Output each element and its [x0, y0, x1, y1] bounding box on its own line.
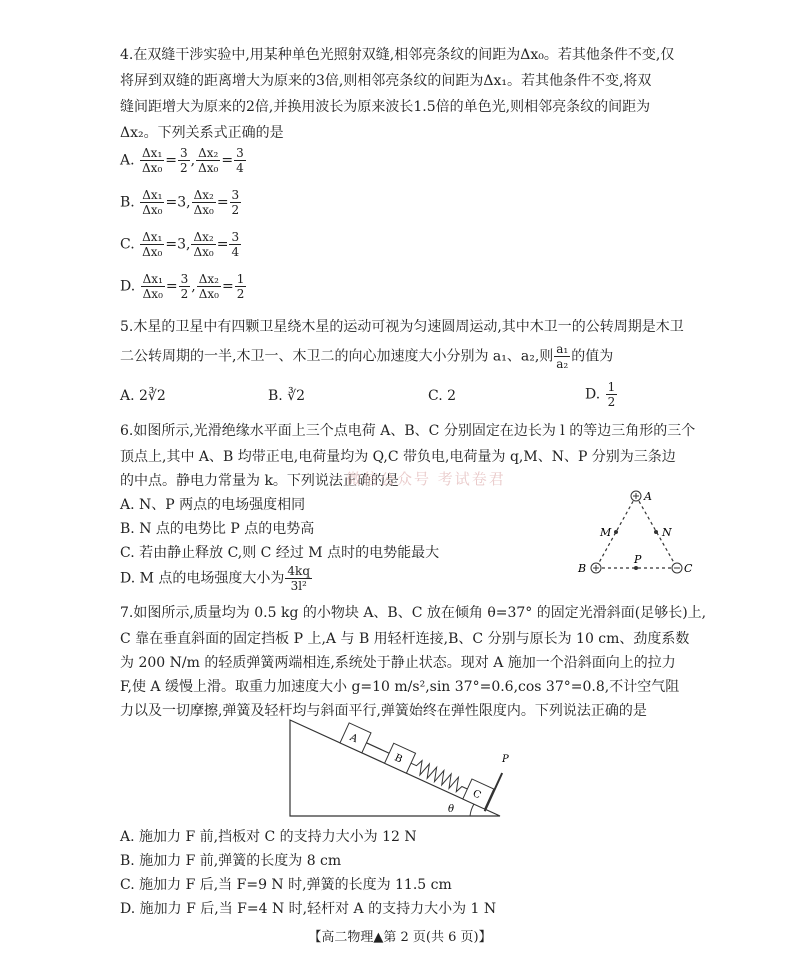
q5-option-a[interactable]: A. 2∛2 — [120, 388, 166, 404]
q6-option-d[interactable]: D. M 点的电场强度大小为 $\frac{4kq}{\text{3l²}}$ — [120, 564, 311, 593]
fraction: $\frac{3}{4}$ — [236, 146, 244, 175]
fraction: $\frac{\text{Δx₂}}{\text{Δx₀}}$ — [193, 188, 214, 217]
fraction: $\frac{3}{2}$ — [180, 146, 188, 175]
q6-line-2: 顶点上,其中 A、B 均带正电,电荷量均为 Q,C 带负电,电荷量为 q,M、N、P 分别为三条边 — [120, 449, 676, 465]
page-footer: 【高二物理▲第 2 页(共 6 页)】 — [308, 930, 492, 945]
q4-line-1: 4.在双缝干涉实验中,用某种单色光照射双缝,相邻亮条纹的间距为Δx₀。若其他条件不变,仅 — [120, 47, 675, 63]
label-a: A — [644, 490, 652, 503]
charge-b-symbol — [591, 563, 601, 573]
q7-option-b[interactable]: B. 施加力 F 前,弹簧的长度为 8 cm — [120, 853, 342, 869]
fraction: $\frac{3}{2}$ — [180, 272, 189, 301]
incline-figure — [280, 716, 530, 820]
q5-option-c[interactable]: C. 2 — [428, 388, 457, 404]
q5-option-d[interactable]: D. $\frac{1}{2}$ — [585, 380, 616, 409]
fraction: $\frac{\text{Δx₁}}{\text{Δx₀}}$ — [142, 146, 163, 175]
q6-option-c[interactable]: C. 若由静止释放 C,则 C 经过 M 点时的电势能最大 — [120, 545, 440, 561]
light-rod — [366, 743, 389, 753]
fraction: $\frac{1}{2}$ — [236, 272, 245, 301]
q7-line-1: 7.如图所示,质量均为 0.5 kg 的小物块 A、B、C 放在倾角 θ=37° 的固定光滑斜面(足够长)上, — [120, 605, 707, 621]
charge-c-symbol — [672, 563, 682, 573]
fraction: $\frac{\text{Δx₂}}{\text{Δx₀}}$ — [193, 230, 214, 259]
q6-line-3: 的中点。静电力常量为 k。下列说法正确的是 — [120, 473, 399, 489]
q7-line-3: 为 200 N/m 的轻质弹簧两端相连,系统处于静止状态。现对 A 施加一个沿斜面向上的拉力 — [120, 655, 676, 671]
fraction: $\frac{\text{Δx₂}}{\text{Δx₀}}$ — [198, 272, 219, 301]
label-a: A — [348, 732, 360, 746]
q4-option-a[interactable]: A. $\frac{\text{Δx₁}}{\text{Δx₀}}$ = $\frac{3}{2}$ , $\frac{\text{Δx₂}}{\text{Δx₀}}$ = $\frac{3}{4}$ — [120, 146, 244, 175]
q7-line-2: C 靠在垂直斜面的固定挡板 P 上,A 与 B 用轻杆连接,B、C 分别与原长为 10 cm、劲度系数 — [120, 631, 690, 647]
fraction: $\frac{3}{4}$ — [231, 230, 240, 259]
q4-option-c[interactable]: C. $\frac{\text{Δx₁}}{\text{Δx₀}}$ =3, $\frac{\text{Δx₂}}{\text{Δx₀}}$ = $\frac{3}{4}$ — [120, 230, 240, 259]
label-c: C — [684, 562, 693, 575]
q4-line-2: 将屏到双缝的距离增大为原来的3倍,则相邻亮条纹的间距为Δx₁。若其他条件不变,将双 — [120, 73, 652, 89]
fraction: $\frac{3}{2}$ — [231, 188, 240, 217]
q7-option-d[interactable]: D. 施加力 F 后,当 F=4 N 时,轻杆对 A 的支持力大小为 1 N — [120, 901, 497, 917]
point-p — [634, 566, 638, 570]
q6-line-1: 6.如图所示,光滑绝缘水平面上三个点电荷 A、B、C 分别固定在边长为 l 的等边三角形的三个 — [120, 423, 696, 439]
fraction: $\frac{\text{Δx₁}}{\text{Δx₀}}$ — [142, 272, 163, 301]
angle-theta: θ — [448, 804, 455, 815]
q5-line-1: 5.木星的卫星中有四颗卫星绕木星的运动可视为匀速圆周运动,其中木卫一的公转周期是木卫 — [120, 319, 684, 335]
fraction: $\frac{\text{Δx₁}}{\text{Δx₀}}$ — [142, 230, 163, 259]
q7-line-4: F,使 A 缓慢上滑。取重力加速度大小 g=10 m/s²,sin 37°=0.6,cos 37°=0.8,不计空气阻 — [120, 679, 680, 695]
charge-a-symbol — [631, 491, 641, 501]
q4-option-b[interactable]: B. $\frac{\text{Δx₁}}{\text{Δx₀}}$ =3, $\frac{\text{Δx₂}}{\text{Δx₀}}$ = $\frac{3}{2}$ — [120, 188, 240, 217]
fraction: $\frac{\text{Δx₁}}{\text{Δx₀}}$ — [142, 188, 163, 217]
q4-option-d[interactable]: D. $\frac{\text{Δx₁}}{\text{Δx₀}}$ = $\frac{3}{2}$ , $\frac{\text{Δx₂}}{\text{Δx₀}}$ = $\frac{1}{2}$ — [120, 272, 245, 301]
label-b: B — [392, 752, 404, 766]
label-m: M — [600, 526, 612, 539]
q7-option-c[interactable]: C. 施加力 F 后,当 F=9 N 时,弹簧的长度为 11.5 cm — [120, 877, 452, 893]
label-b: B — [578, 562, 587, 575]
q4-line-3: 缝间距增大为原来的2倍,并换用波长为原来波长1.5倍的单色光,则相邻亮条纹的间距为 — [120, 99, 651, 115]
fraction: $\frac{\text{Δx₂}}{\text{Δx₀}}$ — [198, 146, 219, 175]
q5-option-b[interactable]: B. ∛2 — [268, 388, 306, 404]
fraction: $\frac{1}{2}$ — [607, 380, 616, 409]
spring — [408, 757, 470, 796]
q7-option-a[interactable]: A. 施加力 F 前,挡板对 C 的支持力大小为 12 N — [120, 829, 417, 845]
point-n — [654, 530, 658, 534]
fraction: $\frac{4kq}{\text{3l²}}$ — [287, 564, 311, 593]
q7-line-5: 力以及一切摩擦,弹簧及轻杆均与斜面平行,弹簧始终在弹性限度内。下列说法正确的是 — [120, 703, 647, 719]
fraction: $\frac{\text{a₁}}{\text{a₂}}$ — [556, 342, 569, 371]
label-p: P — [634, 553, 642, 566]
label-c: C — [470, 788, 483, 802]
label-p: P — [502, 754, 509, 765]
label-n: N — [662, 526, 672, 539]
watermark: 微信公众号 考试卷君 — [346, 470, 506, 488]
triangle-charge-figure — [570, 480, 700, 580]
q5-line-2: 二公转周期的一半,木卫一、木卫二的向心加速度大小分别为 a₁、a₂,则 $\frac{\text{a₁}}{\text{a₂}}$ 的值为 — [120, 342, 614, 371]
q4-line-4: Δx₂。下列关系式正确的是 — [120, 125, 284, 141]
q6-option-b[interactable]: B. N 点的电势比 P 点的电势高 — [120, 521, 315, 537]
point-m — [614, 530, 618, 534]
q6-option-a[interactable]: A. N、P 两点的电场强度相同 — [120, 497, 306, 513]
